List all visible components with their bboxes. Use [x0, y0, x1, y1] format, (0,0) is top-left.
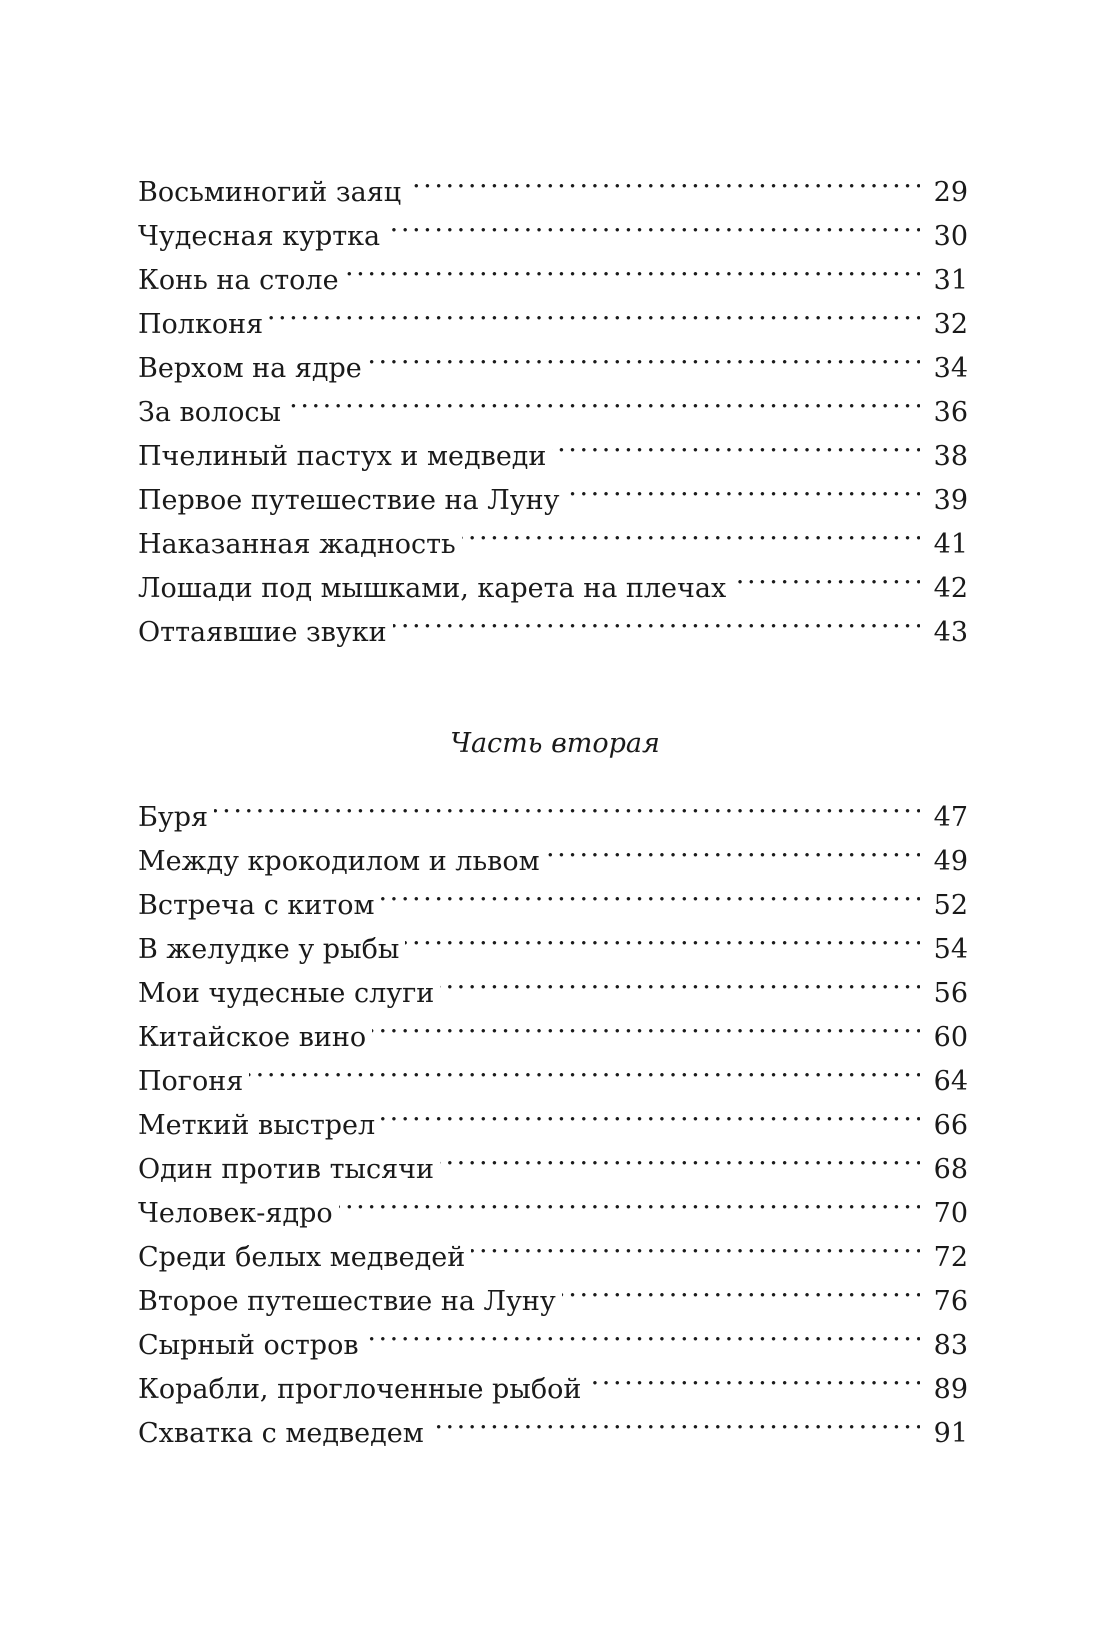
toc-dot-leader [249, 1046, 920, 1090]
toc-dot-leader [405, 914, 920, 958]
toc-entry-title: Конь на столе [138, 265, 339, 296]
toc-entry-page-number: 70 [933, 1198, 968, 1229]
toc-dot-leader [562, 1266, 920, 1310]
toc-entry-title: Между крокодилом и львом [138, 846, 540, 877]
toc-entry-title: Схватка с медведем [138, 1418, 424, 1449]
toc-dot-leader [407, 157, 920, 201]
toc-entry-page-number: 56 [933, 978, 968, 1009]
toc-entry-title: Меткий выстрел [138, 1110, 376, 1141]
toc-dot-leader [546, 826, 920, 870]
part-two-heading: Часть вторая [450, 728, 660, 759]
toc-entry-title: Восьминогий заяц [138, 177, 402, 208]
toc-dot-leader [732, 553, 920, 597]
toc-entry-page-number: 34 [933, 353, 968, 384]
toc-entry-title: Верхом на ядре [138, 353, 362, 384]
toc-entry-title: Среди белых медведей [138, 1242, 466, 1273]
toc-dot-leader [440, 1134, 920, 1178]
toc-entry-page-number: 41 [933, 529, 968, 560]
toc-part-two [138, 782, 968, 1449]
toc-entry [138, 1090, 968, 1141]
toc-dot-leader [368, 333, 920, 377]
toc-dot-leader [380, 870, 920, 914]
toc-dot-leader [287, 377, 920, 421]
toc-entry-title: Буря [138, 802, 209, 833]
toc-entry-page-number: 91 [933, 1418, 968, 1449]
toc-entry-title: Китайское вино [138, 1022, 367, 1053]
toc-entry-page-number: 54 [933, 934, 968, 965]
toc-entry-page-number: 68 [933, 1154, 968, 1185]
toc-entry-title: Первое путешествие на Луну [138, 485, 560, 516]
toc-entry-title: Один против тысячи [138, 1154, 435, 1185]
toc-dot-leader [365, 1310, 920, 1354]
toc-entry-page-number: 76 [933, 1286, 968, 1317]
toc-dot-leader [471, 1222, 920, 1266]
toc-entry-title: Погоня [138, 1066, 244, 1097]
toc-entry-page-number: 64 [933, 1066, 968, 1097]
toc-entry-page-number: 49 [933, 846, 968, 877]
toc-entry-page-number: 39 [933, 485, 968, 516]
toc-entry-page-number: 47 [933, 802, 968, 833]
toc-dot-leader [381, 1090, 920, 1134]
toc-dot-leader [386, 201, 920, 245]
toc-dot-leader [587, 1354, 920, 1398]
toc-entry-title: В желудке у рыбы [138, 934, 400, 965]
toc-dot-leader [440, 958, 920, 1002]
toc-entry-page-number: 32 [933, 309, 968, 340]
toc-entry-page-number: 31 [933, 265, 968, 296]
toc-entry-page-number: 52 [933, 890, 968, 921]
toc-dot-leader [269, 289, 920, 333]
toc-entry-page-number: 36 [933, 397, 968, 428]
toc-dot-leader [393, 597, 920, 641]
toc-entry-page-number: 83 [933, 1330, 968, 1361]
toc-dot-leader [345, 245, 920, 289]
toc-entry-page-number: 30 [933, 221, 968, 252]
toc-dot-leader [214, 782, 920, 826]
toc-entry [138, 1046, 968, 1097]
toc-entry-title: Сырный остров [138, 1330, 359, 1361]
toc-dot-leader [372, 1002, 920, 1046]
toc-entry-title: Второе путешествие на Луну [138, 1286, 556, 1317]
toc-entry-page-number: 89 [933, 1374, 968, 1405]
toc-entry-page-number: 66 [933, 1110, 968, 1141]
toc-entry-title: Корабли, проглоченные рыбой [138, 1374, 582, 1405]
toc-entry-page-number: 29 [933, 177, 968, 208]
toc-entry-title: Полконя [138, 309, 264, 340]
toc-dot-leader [462, 509, 920, 553]
toc-entry-page-number: 72 [933, 1242, 968, 1273]
toc-entry-title: Мои чудесные слуги [138, 978, 435, 1009]
toc-entry-page-number: 43 [933, 617, 968, 648]
toc-entry-page-number: 60 [933, 1022, 968, 1053]
toc-dot-leader [430, 1398, 920, 1442]
toc-entry-title: Человек-ядро [138, 1198, 333, 1229]
toc-entry-title: За волосы [138, 397, 281, 428]
toc-entry [138, 826, 968, 877]
toc-dot-leader [566, 465, 921, 509]
toc-entry [138, 782, 968, 833]
toc-entry [138, 157, 968, 208]
toc-entry-title: Оттаявшие звуки [138, 617, 387, 648]
toc-dot-leader [339, 1178, 920, 1222]
toc-entry-title: Лошади под мышками, карета на плечах [138, 573, 727, 604]
toc-entry-title: Встреча с китом [138, 890, 375, 921]
toc-entry-page-number: 38 [933, 441, 968, 472]
toc-entry-page-number: 42 [933, 573, 968, 604]
toc-entry-title: Чудесная куртка [138, 221, 381, 252]
toc-dot-leader [552, 421, 920, 465]
toc-part-one [138, 157, 968, 648]
toc-entry-title: Наказанная жадность [138, 529, 456, 560]
toc-entry-title: Пчелиный пастух и медведи [138, 441, 547, 472]
